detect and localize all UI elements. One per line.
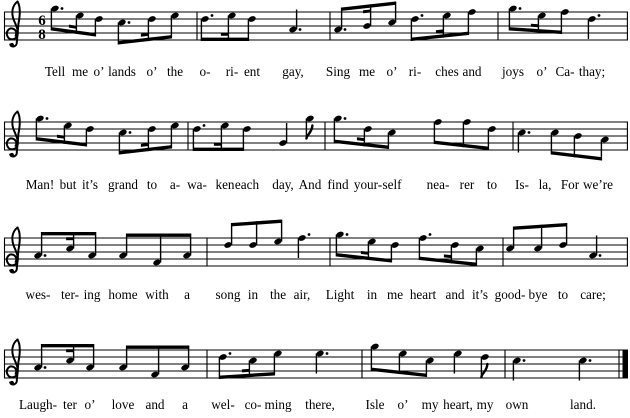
beam: [42, 344, 94, 347]
lyric-syllable: home: [108, 287, 138, 302]
lyric-syllable: me: [71, 64, 89, 79]
lyric-syllable: to: [486, 177, 498, 192]
sixteenth-beam-stub: [357, 137, 365, 141]
treble-clef-icon: [10, 269, 14, 273]
lyric-syllable: thay;: [578, 64, 606, 79]
sixteenth-beam-stub: [69, 25, 77, 29]
lyric-syllable: and: [445, 287, 465, 302]
augmentation-dot: [61, 7, 64, 10]
lyric-syllable: Laugh-: [18, 397, 58, 412]
beam: [334, 140, 388, 149]
sixteenth-beam-stub: [242, 369, 250, 372]
beam: [127, 234, 191, 237]
lyric-syllable: there,: [305, 397, 335, 412]
treble-clef-icon: [7, 2, 18, 40]
augmentation-dot: [523, 359, 526, 362]
augmentation-dot: [46, 117, 49, 120]
lyric-syllable: each: [234, 177, 260, 192]
augmentation-dot: [519, 7, 522, 10]
sixteenth-beam-stub: [531, 24, 539, 28]
augmentation-dot: [429, 233, 432, 236]
lyric-syllable: joys: [502, 64, 524, 79]
lyric-syllable: heart,: [443, 397, 473, 412]
lyric-syllable: la,: [538, 177, 552, 192]
lyric-syllable: grand: [107, 177, 139, 192]
beam: [419, 257, 476, 266]
lyric-syllable: me: [386, 287, 404, 302]
lyric-syllable: For: [560, 177, 580, 192]
augmentation-dot: [211, 14, 214, 17]
lyric-syllable: o’: [397, 397, 409, 412]
beam: [42, 232, 96, 235]
treble-clef-icon: [7, 228, 18, 266]
lyric-syllable: rer: [459, 177, 475, 192]
augmentation-dot: [421, 14, 424, 17]
lyric-syllable: with: [145, 287, 169, 302]
lyric-syllable: o’: [386, 64, 398, 79]
lyric-syllable: a: [184, 287, 190, 302]
lyric-syllable: o’: [93, 64, 105, 79]
lyric-syllable: and: [145, 397, 165, 412]
lyric-syllable: bye: [528, 287, 548, 302]
lyric-syllable: ri-: [225, 64, 239, 79]
beam: [51, 27, 95, 36]
beam: [514, 223, 567, 230]
lyric-syllable: day,: [272, 177, 294, 192]
lyric-syllable: o’: [536, 64, 548, 79]
lyric-syllable: Light: [325, 287, 355, 302]
lyric-syllable: ent: [243, 64, 261, 79]
eighth-flag: [481, 364, 487, 377]
lyric-syllable: o’: [84, 397, 96, 412]
beam: [36, 137, 86, 146]
beam: [193, 148, 243, 151]
augmentation-dot: [44, 366, 47, 369]
treble-clef-icon: [10, 381, 14, 385]
lyric-syllable: Tell: [44, 64, 66, 79]
sixteenth-beam-stub: [363, 9, 371, 13]
lyric-syllable: find: [327, 177, 349, 192]
lyric-syllable: wes-: [25, 287, 51, 302]
sixteenth-beam-stub: [214, 143, 222, 146]
lyric-syllable: lands: [108, 64, 136, 79]
lyric-syllable: nea-: [426, 177, 450, 192]
lyric-syllable: ter: [63, 397, 77, 412]
treble-clef-icon: [7, 340, 18, 378]
sixteenth-beam-stub: [221, 33, 229, 36]
lyric-syllable: in: [247, 287, 259, 302]
lyric-syllable: Sing: [325, 64, 351, 79]
beam: [127, 346, 189, 349]
beam: [551, 151, 601, 160]
lyric-syllable: me: [358, 64, 376, 79]
augmentation-dot: [598, 14, 601, 17]
lyric-syllable: ches: [435, 64, 459, 79]
augmentation-dot: [326, 352, 329, 355]
lyric-syllable: o-: [199, 64, 211, 79]
lyric-syllable: And: [298, 177, 322, 192]
sixteenth-beam-stub: [141, 143, 149, 147]
time-signature-numerator: 6: [38, 12, 46, 29]
lyric-syllable: Isle: [365, 397, 385, 412]
lyric-syllable: your-: [353, 177, 383, 192]
time-signature-denominator: 8: [38, 26, 46, 43]
augmentation-dot: [44, 254, 47, 257]
lyric-syllable: own: [505, 397, 529, 412]
lyric-syllable: and: [462, 64, 482, 79]
lyric-syllable: we’re: [582, 177, 614, 192]
lyric-syllable: ri-: [408, 64, 422, 79]
beam: [201, 38, 248, 41]
treble-clef-icon: [10, 43, 14, 47]
lyric-syllable: love: [111, 397, 135, 412]
lyric-syllable: good-: [494, 287, 526, 302]
lyric-syllable: it’s: [81, 177, 99, 192]
augmentation-dot: [203, 124, 206, 127]
augmentation-dot: [599, 254, 602, 257]
lyric-syllable: a-: [169, 177, 181, 192]
lyric-syllable: land.: [569, 397, 597, 412]
lyric-syllable: wa-: [187, 177, 207, 192]
lyric-syllable: o’: [146, 64, 158, 79]
beam: [434, 141, 488, 150]
sixteenth-beam-stub: [57, 135, 65, 139]
lyric-syllable: ming: [264, 397, 292, 412]
lyric-syllable: to: [146, 177, 158, 192]
lyric-syllable: but: [59, 177, 77, 192]
lyric-syllable: Is-: [515, 177, 529, 192]
lyric-syllable: a: [182, 397, 188, 412]
lyric-syllable: ter-: [60, 287, 80, 302]
augmentation-dot: [129, 131, 132, 134]
beam: [342, 2, 396, 11]
augmentation-dot: [589, 359, 592, 362]
lyric-syllable: heart: [409, 287, 437, 302]
lyric-syllable: air,: [293, 287, 311, 302]
augmentation-dot: [229, 352, 232, 355]
augmentation-dot: [299, 28, 302, 31]
sixteenth-beam-stub: [361, 251, 369, 255]
lyric-syllable: in: [366, 287, 378, 302]
treble-clef-icon: [7, 112, 18, 150]
augmentation-dot: [346, 233, 349, 236]
sixteenth-beam-stub: [141, 33, 149, 37]
sixteenth-beam-stub: [444, 254, 452, 258]
augmentation-dot: [128, 21, 131, 24]
sixteenth-beam-stub: [66, 237, 74, 240]
lyric-syllable: song: [215, 287, 241, 302]
lyric-syllable: to: [557, 287, 569, 302]
augmentation-dot: [528, 131, 531, 134]
lyric-syllable: the: [166, 64, 184, 79]
lyric-syllable: it’s: [471, 287, 489, 302]
eighth-flag: [306, 126, 312, 139]
treble-clef-icon: [10, 153, 14, 157]
lyric-syllable: wel-: [211, 397, 235, 412]
lyric-syllable: my: [421, 397, 439, 412]
lyric-syllable: co-: [244, 397, 262, 412]
final-thick-barline: [623, 350, 629, 378]
augmentation-dot: [308, 233, 311, 236]
lyric-syllable: care;: [580, 287, 606, 302]
beam: [336, 253, 391, 262]
lyric-syllable: my: [476, 397, 494, 412]
lyric-syllable: ken: [215, 177, 235, 192]
sixteenth-beam-stub: [66, 349, 74, 352]
augmentation-dot: [344, 117, 347, 120]
lyric-syllable: gay,: [282, 64, 304, 79]
lyric-syllable: ing: [83, 287, 101, 302]
lyric-syllable: Man!: [25, 177, 55, 192]
lyric-syllable: Ca-: [555, 64, 575, 79]
lyric-syllable: self: [382, 177, 402, 192]
augmentation-dot: [344, 28, 347, 31]
lyric-syllable: the: [269, 287, 287, 302]
